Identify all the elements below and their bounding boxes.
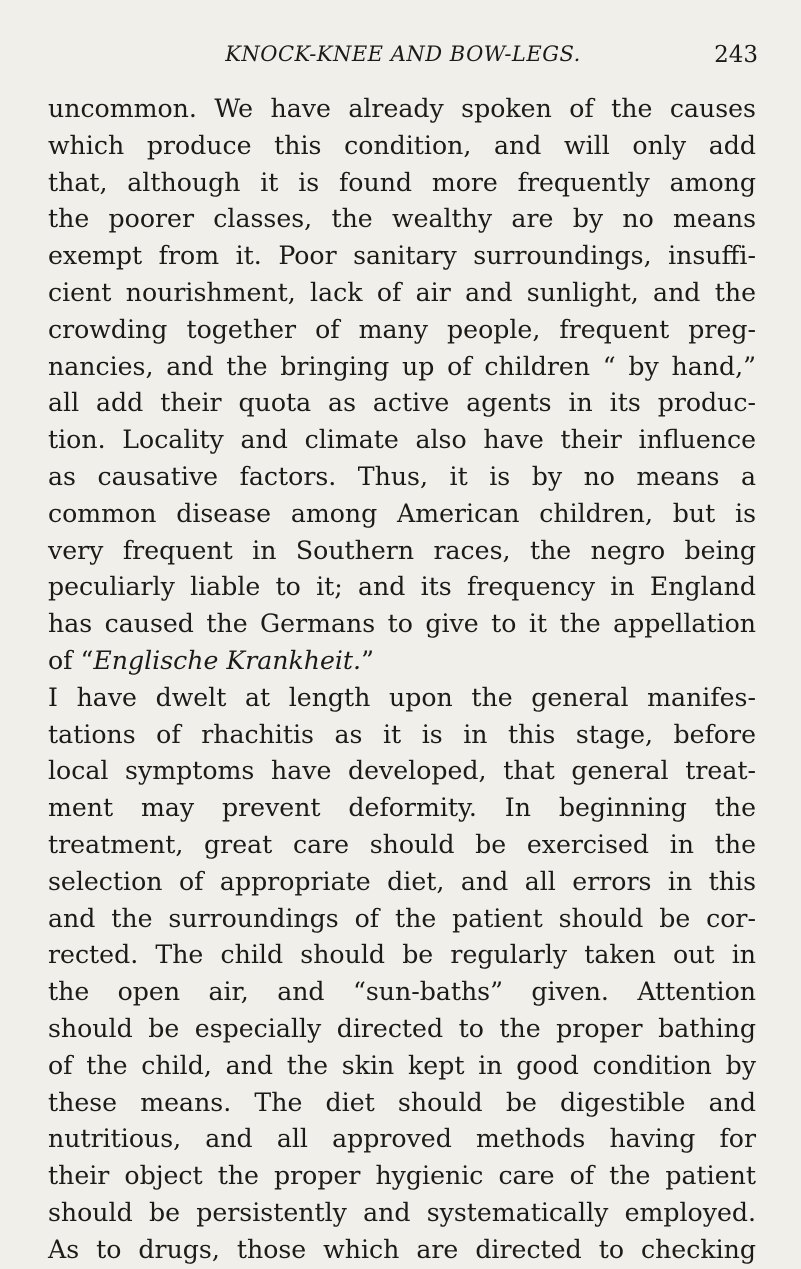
text-line: nancies, and the bringing up of children “ by hand,”: [48, 351, 756, 381]
text-line: rected. The child should be regularly taken out in: [48, 940, 756, 970]
text-line: these means. The diet should be digestible and: [48, 1087, 756, 1117]
text-line: of the child, and the skin kept in good condition by: [48, 1050, 756, 1080]
text-line: tion. Locality and climate also have their influence: [48, 425, 756, 455]
text-line: all add their quota as active agents in its produc-: [48, 388, 756, 418]
text-line: the open air, and “sun-baths” given. Attention: [48, 977, 756, 1007]
text-line: exempt from it. Poor sanitary surroundings, insuffi-: [48, 241, 756, 271]
text-line: as causative factors. Thus, it is by no means a: [48, 461, 756, 491]
italic-phrase: Englische Krankheit.: [93, 645, 362, 675]
text-line: which produce this condition, and will only add: [48, 130, 756, 160]
text-line: nutritious, and all approved methods having for: [48, 1124, 756, 1154]
text-line-paragraph-end: [48, 643, 756, 680]
running-head: [48, 42, 758, 82]
text-line: should be especially directed to the proper bathing: [48, 1013, 756, 1043]
text-line: uncommon. We have already spoken of the causes: [48, 94, 756, 123]
text-line: and the surroundings of the patient should be cor-: [48, 903, 756, 933]
closing-quote: ”: [361, 645, 374, 675]
text-line: I have dwelt at length upon the general manifes-: [48, 682, 756, 712]
text-line: peculiarly liable to it; and its frequency in England: [48, 572, 756, 602]
text-line: has caused the Germans to give to it the appellation: [48, 609, 756, 639]
line-prefix: of “: [48, 645, 94, 675]
text-line: very frequent in Southern races, the negro being: [48, 535, 756, 565]
text-line: local symptoms have developed, that general treat-: [48, 756, 756, 786]
page-number: 243: [714, 42, 758, 68]
text-line: the poorer classes, the wealthy are by no means: [48, 204, 756, 234]
text-line: common disease among American children, but is: [48, 498, 756, 528]
text-line: ment may prevent deformity. In beginning the: [48, 793, 756, 823]
body-text: [48, 91, 756, 1269]
text-line: their object the proper hygienic care of the patient: [48, 1161, 756, 1191]
text-line: crowding together of many people, frequent preg-: [48, 314, 756, 344]
text-line: cient nourishment, lack of air and sunlight, and the: [48, 277, 756, 307]
text-line: should be persistently and systematically employed.: [48, 1197, 756, 1227]
text-line: As to drugs, those which are directed to checking: [48, 1234, 756, 1264]
text-line: treatment, great care should be exercised in the: [48, 829, 756, 859]
running-title: KNOCK-KNEE AND BOW-LEGS.: [225, 42, 581, 66]
text-line: tations of rhachitis as it is in this stage, before: [48, 719, 756, 749]
text-line: selection of appropriate diet, and all errors in this: [48, 866, 756, 896]
text-line: that, although it is found more frequently among: [48, 167, 756, 197]
